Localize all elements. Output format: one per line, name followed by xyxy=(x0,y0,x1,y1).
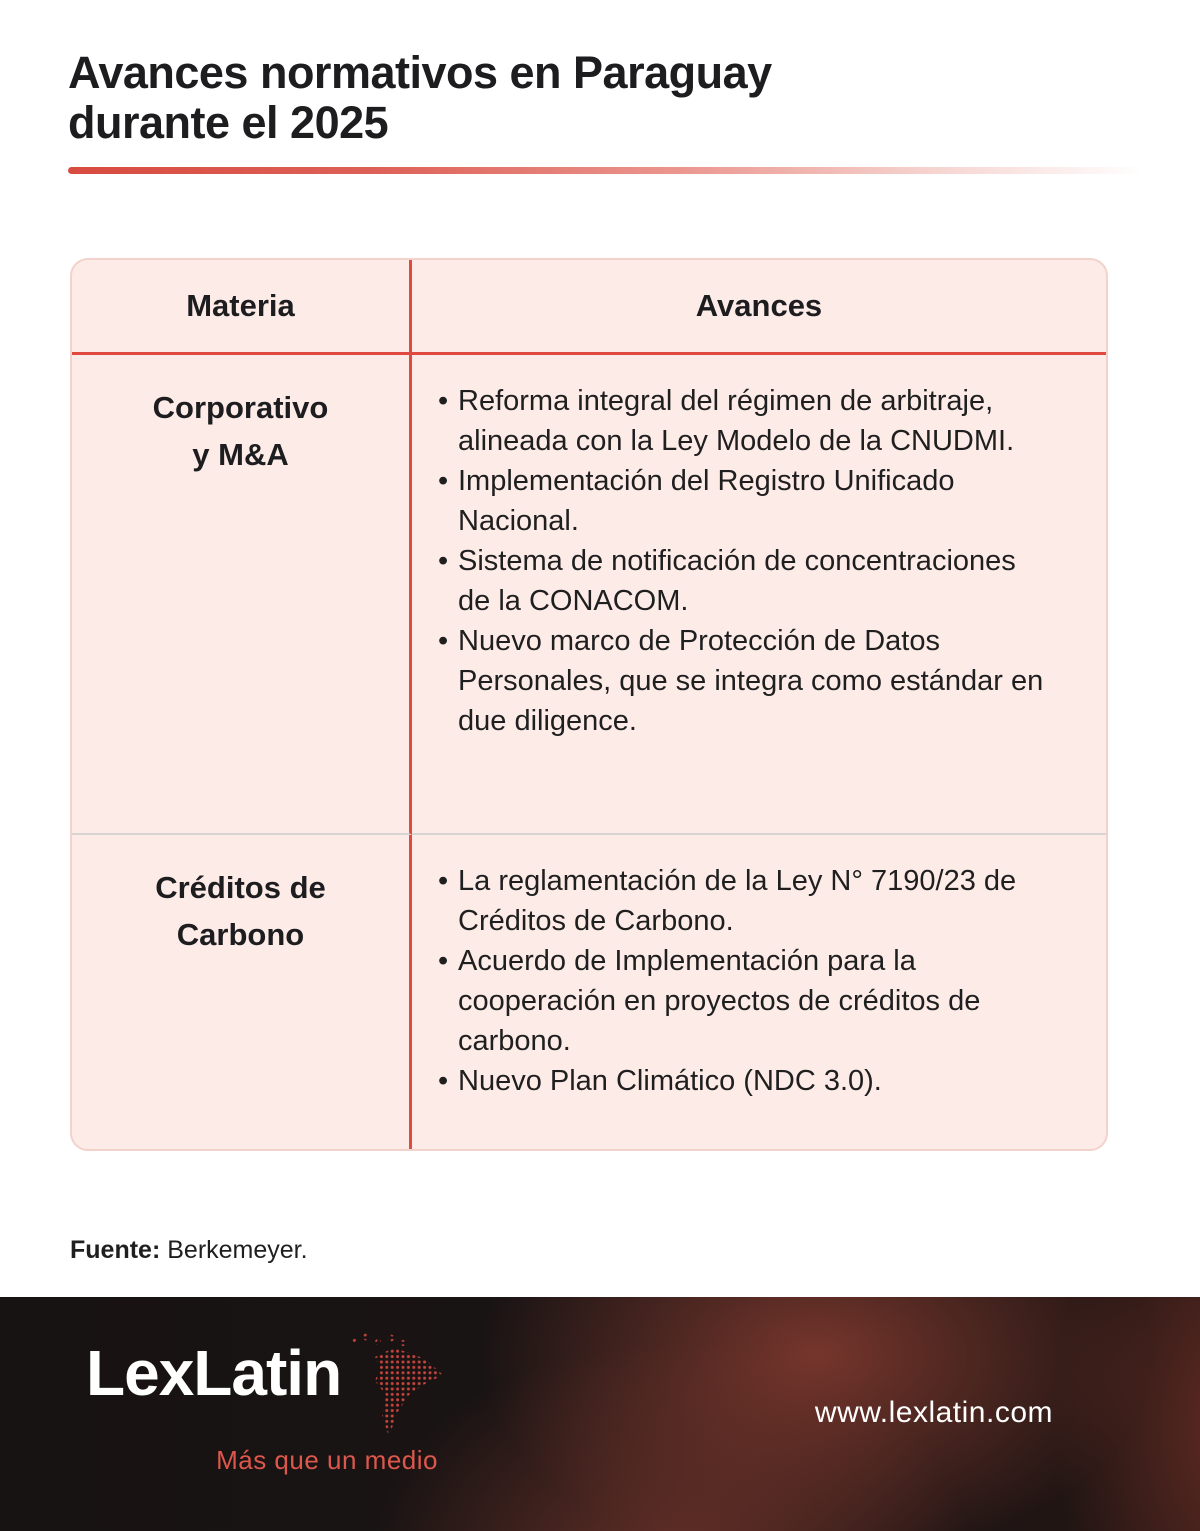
bullet-item: • Nuevo Plan Climático (NDC 3.0). xyxy=(438,1061,1046,1101)
materia-cell-corporativo xyxy=(72,355,412,835)
latam-map-icon xyxy=(347,1333,447,1441)
avances-cell-corporativo xyxy=(412,355,1106,835)
page-title: Avances normativos en Paraguay durante el 2025 xyxy=(68,47,772,149)
materia-label-line1: Corporativo xyxy=(152,390,329,425)
column-header-materia: Materia xyxy=(72,260,412,355)
website-url: www.lexlatin.com xyxy=(814,1396,1053,1429)
bullet-item: • Reforma integral del régimen de arbitraje, alineada con la Ley Modelo de la CNUDMI. xyxy=(438,381,1046,461)
bullet-item: • Acuerdo de Implementación para la cooperación en proyectos de créditos de carbono. xyxy=(438,941,1046,1061)
bullet-item: • Sistema de notificación de concentraciones de la CONACOM. xyxy=(438,541,1046,621)
lexlatin-wordmark: LexLatin xyxy=(86,1337,342,1409)
source-value: Berkemeyer. xyxy=(167,1236,308,1264)
bullet-list-creditos xyxy=(438,861,1046,1101)
title-underline xyxy=(68,167,1178,174)
source-note xyxy=(70,1236,308,1265)
materia-cell-creditos xyxy=(72,835,412,1149)
lexlatin-logo xyxy=(86,1337,447,1476)
materia-label-line2: Carbono xyxy=(176,916,305,952)
bullet-item: • Nuevo marco de Protección de Datos Personales, que se integra como estándar en due diligence. xyxy=(438,621,1046,741)
avances-cell-creditos xyxy=(412,835,1106,1149)
source-label: Fuente: xyxy=(70,1236,161,1264)
materia-label-line1: Créditos de xyxy=(155,870,326,905)
avances-table xyxy=(70,258,1108,1151)
logo-tagline: Más que un medio xyxy=(216,1445,438,1475)
bullet-item: • La reglamentación de la Ley N° 7190/23 de Créditos de Carbono. xyxy=(438,861,1046,941)
footer-banner xyxy=(0,1297,1200,1531)
materia-label-line2: y M&A xyxy=(192,436,289,472)
bullet-item: • Implementación del Registro Unificado Nacional. xyxy=(438,461,1046,541)
column-header-avances: Avances xyxy=(412,260,1106,355)
bullet-list-corporativo xyxy=(438,381,1046,741)
